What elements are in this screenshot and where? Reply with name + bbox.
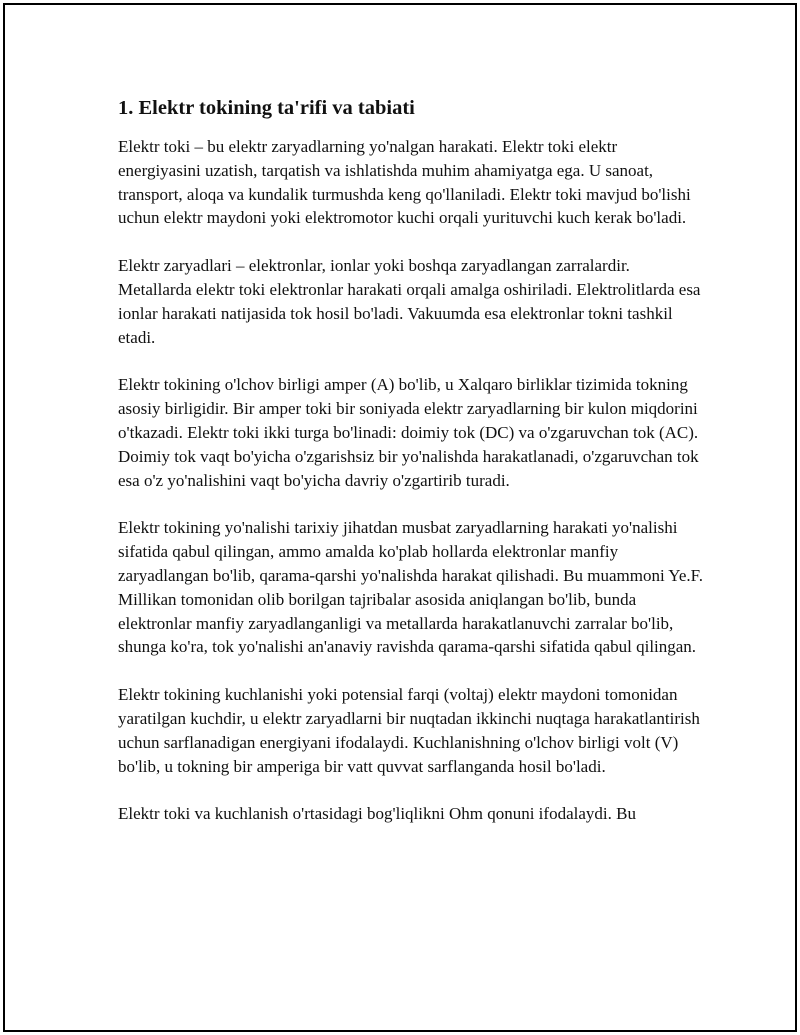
document-body — [118, 95, 703, 850]
paragraph-definition: Elektr toki – bu elektr zaryadlarning yo'nalgan harakati. Elektr toki elektr energiyasini uzatish, tarqatish va ishlatishda muhim ahamiyatga ega. U sanoat, transport, aloqa va kundalik turmushda keng qo'llaniladi. Elektr toki mavjud bo'lishi uchun elektr maydoni yoki elektromotor kuchi orqali yurituvchi kuch kerak bo'ladi. — [118, 137, 691, 228]
paragraph-voltage: Elektr tokining kuchlanishi yoki potensial farqi (voltaj) elektr maydoni tomonidan yaratilgan kuchdir, u elektr zaryadlarni bir nuqtadan ikkinchi nuqtaga harakatlantirish uchun sarflanadigan energiyani ifodalaydi. Kuchlanishning o'lchov birligi volt (V) bo'lib, u tokning bir amperiga bir vatt quvvat sarflanganda hosil bo'ladi. — [118, 685, 700, 776]
paragraph-direction: Elektr tokining yo'nalishi tarixiy jihatdan musbat zaryadlarning harakati yo'nalishi sifatida qabul qilingan, ammo amalda ko'plab hollarda elektronlar manfiy zaryadlangan bo'lib, qarama-qarshi yo'nalishda harakat qilishadi. Bu muammoni Ye.F. Millikan tomonidan olib borilgan tajribalar asosida aniqlangan bo'lib, bunda elektronlar manfiy zaryadlanganligi va metallarda harakatlanuvchi zarralar bo'lib, shunga ko'ra, tok yo'nalishi an'anaviy ravishda qarama-qarshi sifatida qabul qilingan. — [118, 518, 703, 657]
paragraph-units: Elektr tokining o'lchov birligi amper (A) bo'lib, u Xalqaro birliklar tizimida tokning asosiy birligidir. Bir amper toki bir soniyada elektr zaryadlarning bir kulon miqdorini o'tkazadi. Elektr toki ikki turga bo'linadi: doimiy tok (DC) va o'zgaruvchan tok (AC). Doimiy tok vaqt bo'yicha o'zgarishsiz bir yo'nalishda harakatlanadi, o'zgaruvchan tok esa o'z yo'nalishini vaqt bo'yicha davriy o'zgartirib turadi. — [118, 375, 699, 490]
paragraph-ohm-law: Elektr toki va kuchlanish o'rtasidagi bog'liqlikni Ohm qonuni ifodalaydi. Bu — [118, 804, 636, 824]
document-page — [3, 3, 797, 1032]
paragraph-charges: Elektr zaryadlari – elektronlar, ionlar yoki boshqa zaryadlangan zarralardir. Metallarda elektr toki elektronlar harakati orqali amalga oshiriladi. Elektrolitlarda esa ionlar harakati natijasida tok hosil bo'ladi. Vakuumda esa elektronlar tokni tashkil etadi. — [118, 256, 701, 347]
section-heading: 1. Elektr tokining ta'rifi va tabiati — [118, 97, 415, 119]
